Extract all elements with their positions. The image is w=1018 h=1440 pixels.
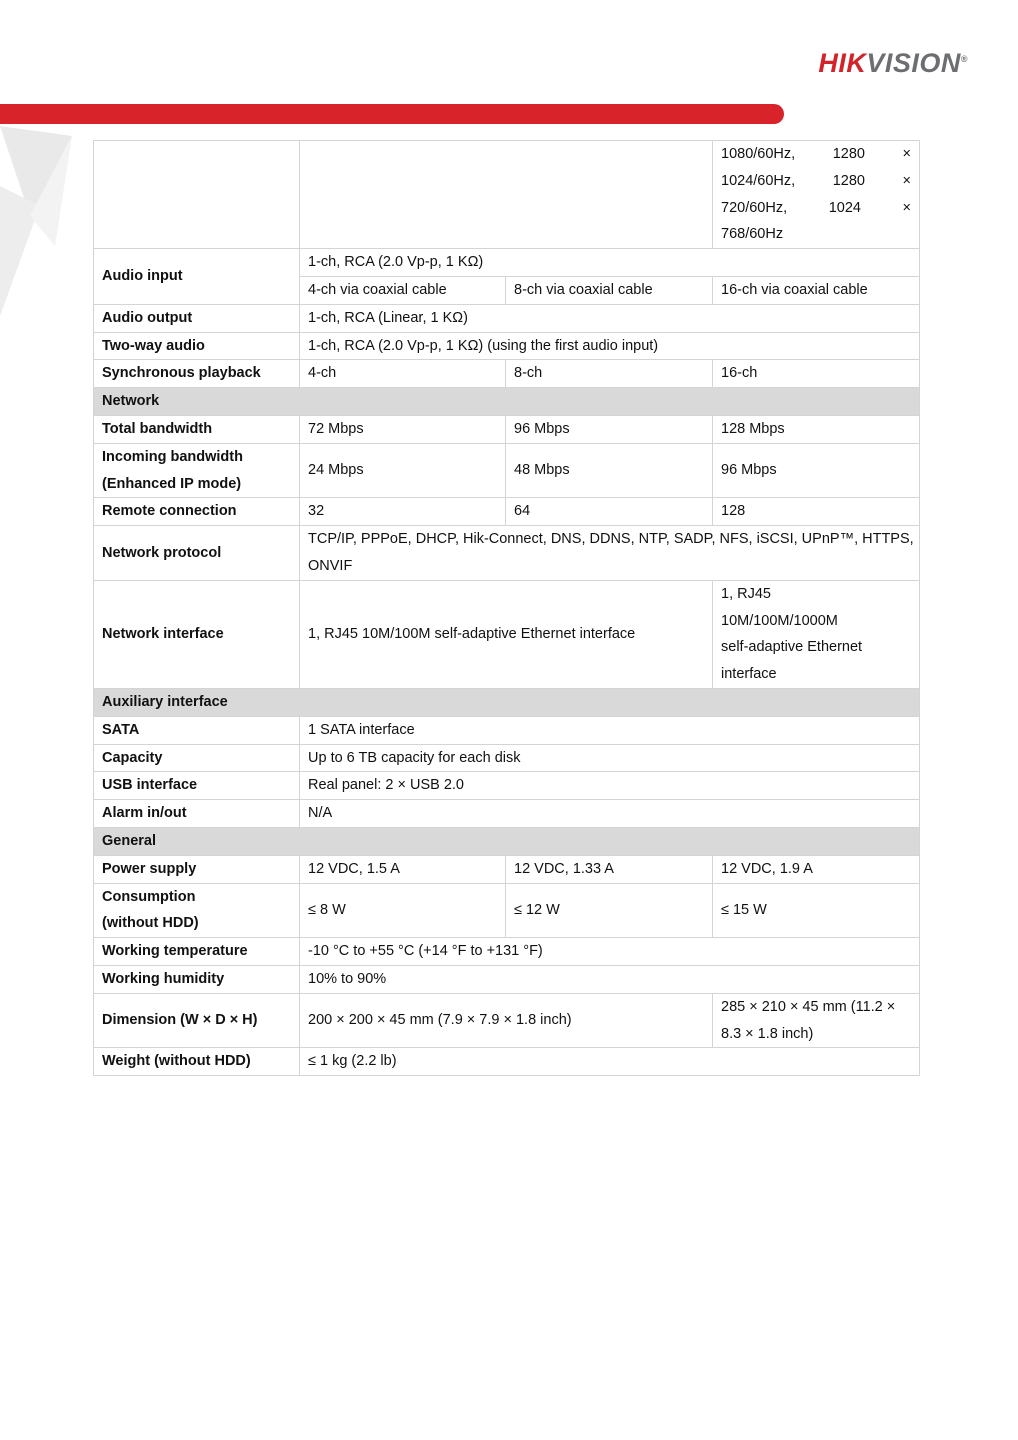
cell-value: 96 Mbps — [713, 443, 920, 498]
cell-line: 1, RJ45 — [721, 585, 771, 602]
section-header-row — [94, 688, 920, 716]
row-label: Capacity — [94, 744, 300, 772]
vga-text: 720/60Hz, — [721, 199, 788, 216]
cell-value: 12 VDC, 1.33 A — [506, 855, 713, 883]
table-row — [94, 1048, 920, 1076]
vga-text: × — [902, 172, 911, 189]
cell-value: 16-ch — [713, 360, 920, 388]
cell-value: 16-ch via coaxial cable — [713, 276, 920, 304]
vga-text: 768/60Hz — [721, 226, 784, 243]
cell-value: ≤ 1 kg (2.2 lb) — [300, 1048, 920, 1076]
cell-value: 1 SATA interface — [300, 716, 920, 744]
empty-cell — [94, 141, 300, 249]
row-label: Total bandwidth — [94, 415, 300, 443]
row-label — [94, 883, 300, 938]
table-row — [94, 855, 920, 883]
row-label: Two-way audio — [94, 332, 300, 360]
row-label-line: Incoming bandwidth — [102, 448, 243, 465]
row-label — [94, 443, 300, 498]
cell-value: Up to 6 TB capacity for each disk — [300, 744, 920, 772]
cell-value: ≤ 8 W — [300, 883, 506, 938]
protocol-line: ONVIF — [308, 557, 353, 574]
row-label: USB interface — [94, 772, 300, 800]
section-header-row — [94, 388, 920, 416]
table-row — [94, 883, 920, 938]
table-row — [94, 772, 920, 800]
cell-value: 1, RJ45 10M/100M self-adaptive Ethernet interface — [300, 580, 713, 688]
spec-table — [93, 140, 920, 1076]
table-row — [94, 716, 920, 744]
cell-value: 200 × 200 × 45 mm (7.9 × 7.9 × 1.8 inch) — [300, 993, 713, 1048]
logo-vision: VISION — [866, 48, 961, 78]
table-row — [94, 526, 920, 581]
table-row — [94, 415, 920, 443]
row-label: Working humidity — [94, 965, 300, 993]
row-label: SATA — [94, 716, 300, 744]
row-label: Working temperature — [94, 938, 300, 966]
row-label: Alarm in/out — [94, 800, 300, 828]
table-row — [94, 965, 920, 993]
table-row — [94, 249, 920, 277]
protocol-line: TCP/IP, PPPoE, DHCP, Hik-Connect, DNS, DDNS, NTP, SADP, NFS, iSCSI, UPnP™, HTTPS, — [308, 531, 914, 548]
section-title: Network — [94, 388, 920, 416]
cell-line: 10M/100M/1000M — [721, 612, 838, 629]
cell-line: self-adaptive Ethernet — [721, 639, 863, 656]
table-row — [94, 360, 920, 388]
vga-text: 1280 — [832, 146, 865, 162]
cell-value: 1-ch, RCA (2.0 Vp-p, 1 KΩ) — [300, 249, 920, 277]
row-label-line: Consumption — [102, 888, 196, 905]
cell-value: 8-ch via coaxial cable — [506, 276, 713, 304]
row-label: Synchronous playback — [94, 360, 300, 388]
cell-value: 4-ch — [300, 360, 506, 388]
vga-text: 1024/60Hz, — [721, 172, 796, 189]
table-row — [94, 993, 920, 1048]
row-label: Audio input — [94, 249, 300, 305]
empty-cell — [300, 141, 713, 249]
table-row — [94, 332, 920, 360]
row-label: Weight (without HDD) — [94, 1048, 300, 1076]
section-title: Auxiliary interface — [94, 688, 920, 716]
table-row — [94, 304, 920, 332]
cell-value: 24 Mbps — [300, 443, 506, 498]
cell-line: interface — [721, 666, 777, 683]
header-red-bar — [0, 104, 784, 124]
cell-value: 72 Mbps — [300, 415, 506, 443]
table-row — [94, 580, 920, 688]
table-row — [94, 443, 920, 498]
row-label: Remote connection — [94, 498, 300, 526]
hikvision-logo — [818, 48, 968, 79]
table-row — [94, 938, 920, 966]
table-row — [94, 498, 920, 526]
row-label-line: (without HDD) — [102, 915, 199, 932]
table-row — [94, 141, 920, 249]
row-label: Dimension (W × D × H) — [94, 993, 300, 1048]
vga-text: × — [902, 146, 911, 162]
cell-value — [713, 580, 920, 688]
cell-value: N/A — [300, 800, 920, 828]
table-row — [94, 744, 920, 772]
row-label: Power supply — [94, 855, 300, 883]
cell-value: 32 — [300, 498, 506, 526]
cell-value: 128 Mbps — [713, 415, 920, 443]
row-label: Audio output — [94, 304, 300, 332]
cell-value: 12 VDC, 1.5 A — [300, 855, 506, 883]
section-header-row — [94, 827, 920, 855]
section-title: General — [94, 827, 920, 855]
cell-value: ≤ 12 W — [506, 883, 713, 938]
cell-value: 96 Mbps — [506, 415, 713, 443]
vga-resolution-cell — [713, 141, 920, 249]
vga-text: 1080/60Hz, — [721, 146, 796, 162]
vga-text: 1280 — [832, 172, 865, 189]
cell-value: 4-ch via coaxial cable — [300, 276, 506, 304]
cell-value: Real panel: 2 × USB 2.0 — [300, 772, 920, 800]
vga-text: 1024 — [828, 199, 861, 216]
cell-value: ≤ 15 W — [713, 883, 920, 938]
registered-mark: ® — [960, 54, 968, 64]
vga-text: × — [902, 199, 911, 216]
cell-value — [300, 526, 920, 581]
logo-hik: HIK — [818, 48, 867, 78]
cell-line: 285 × 210 × 45 mm (11.2 × — [721, 998, 896, 1015]
cell-value: -10 °C to +55 °C (+14 °F to +131 °F) — [300, 938, 920, 966]
row-label-line: (Enhanced IP mode) — [102, 475, 242, 492]
table-row — [94, 800, 920, 828]
row-label: Network interface — [94, 580, 300, 688]
row-label: Network protocol — [94, 526, 300, 581]
cell-value: 10% to 90% — [300, 965, 920, 993]
cell-value: 1-ch, RCA (2.0 Vp-p, 1 KΩ) (using the first audio input) — [300, 332, 920, 360]
decorative-shard-graphic — [0, 126, 90, 336]
cell-value: 64 — [506, 498, 713, 526]
cell-value: 48 Mbps — [506, 443, 713, 498]
cell-value: 128 — [713, 498, 920, 526]
cell-value: 1-ch, RCA (Linear, 1 KΩ) — [300, 304, 920, 332]
cell-value: 12 VDC, 1.9 A — [713, 855, 920, 883]
cell-value — [713, 993, 920, 1048]
cell-line: 8.3 × 1.8 inch) — [721, 1025, 814, 1042]
cell-value: 8-ch — [506, 360, 713, 388]
